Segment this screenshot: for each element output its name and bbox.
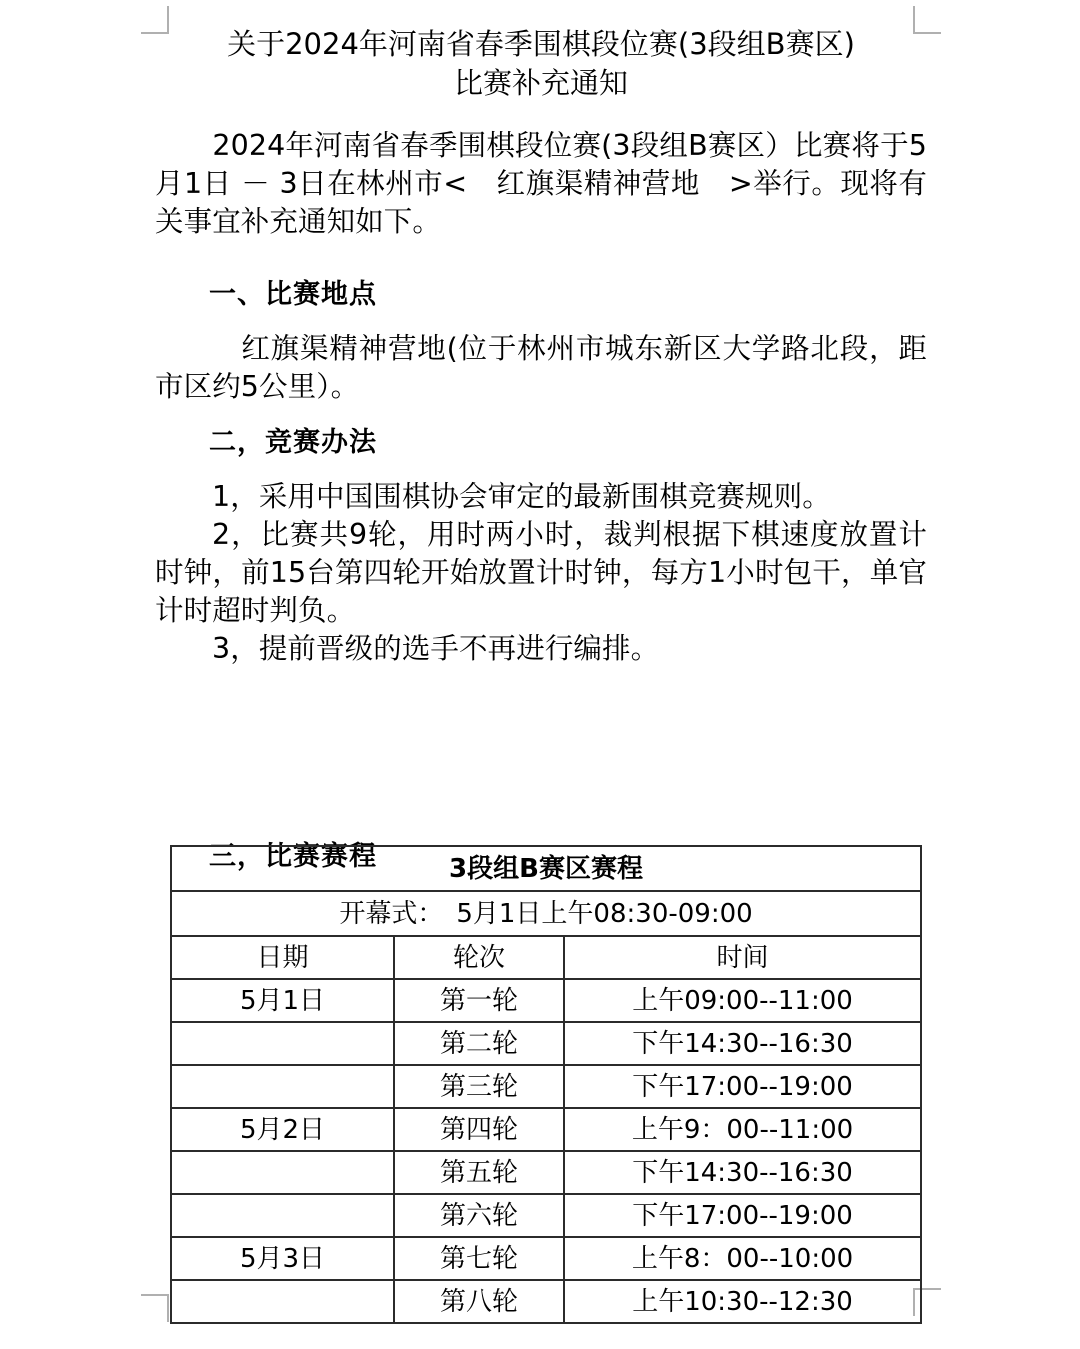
cell-round: 第七轮 bbox=[394, 1237, 564, 1280]
crop-mark-bottom-left bbox=[141, 1294, 169, 1322]
cell-time: 上午8：00--10:00 bbox=[564, 1237, 921, 1280]
spacer bbox=[155, 406, 927, 426]
table-row-opening bbox=[171, 891, 921, 936]
cell-round: 第一轮 bbox=[394, 979, 564, 1022]
table-row bbox=[171, 1280, 921, 1323]
schedule-table-container bbox=[170, 845, 920, 1324]
cell-date: 5月1日 bbox=[171, 979, 394, 1022]
cell-time: 上午09:00--11:00 bbox=[564, 979, 921, 1022]
table-header-row bbox=[171, 936, 921, 979]
spacer bbox=[155, 312, 927, 330]
table-row bbox=[171, 1022, 921, 1065]
cell-round: 第五轮 bbox=[394, 1151, 564, 1194]
section-heading-schedule: 三，比赛赛程 bbox=[209, 841, 377, 872]
table-row bbox=[171, 979, 921, 1022]
cell-round: 第八轮 bbox=[394, 1280, 564, 1323]
table-row bbox=[171, 1151, 921, 1194]
cell-date bbox=[171, 1151, 394, 1194]
table-row bbox=[171, 1194, 921, 1237]
cell-round: 第二轮 bbox=[394, 1022, 564, 1065]
cell-time: 下午14:30--16:30 bbox=[564, 1022, 921, 1065]
section-rules-item-2: 2，比赛共9轮，用时两小时，裁判根据下棋速度放置计时钟，前15台第四轮开始放置计时钟，每方1小时包干，单官计时超时判负。 bbox=[155, 518, 927, 627]
spacer bbox=[155, 668, 927, 840]
cell-time: 上午10:30--12:30 bbox=[564, 1280, 921, 1323]
cell-date bbox=[171, 1280, 394, 1323]
cell-date bbox=[171, 1194, 394, 1237]
cell-time: 上午9：00--11:00 bbox=[564, 1108, 921, 1151]
document-body bbox=[155, 0, 927, 874]
cell-round: 第四轮 bbox=[394, 1108, 564, 1151]
section-rules-item-1: 1，采用中国围棋协会审定的最新围棋竞赛规则。 bbox=[212, 480, 831, 513]
spacer bbox=[155, 460, 927, 478]
section-heading-rules: 二，竞赛办法 bbox=[209, 427, 377, 458]
opening-ceremony-cell: 开幕式： 5月1日上午08:30-09:00 bbox=[171, 891, 921, 936]
cell-time: 下午14:30--16:30 bbox=[564, 1151, 921, 1194]
cell-date: 5月2日 bbox=[171, 1108, 394, 1151]
cell-date bbox=[171, 1022, 394, 1065]
section-venue-text: 红旗渠精神营地(位于林州市城东新区大学路北段，距市区约5公里）。 bbox=[155, 332, 927, 403]
document-title-line-2: 比赛补充通知 bbox=[453, 66, 628, 100]
section-heading-venue: 一、比赛地点 bbox=[209, 279, 377, 310]
schedule-table-title: 3段组B赛区赛程 bbox=[171, 846, 921, 891]
column-header-round: 轮次 bbox=[394, 936, 564, 979]
cell-round: 第六轮 bbox=[394, 1194, 564, 1237]
schedule-table bbox=[170, 845, 922, 1324]
column-header-date: 日期 bbox=[171, 936, 394, 979]
cell-date bbox=[171, 1065, 394, 1108]
cell-time: 下午17:00--19:00 bbox=[564, 1065, 921, 1108]
table-row bbox=[171, 1108, 921, 1151]
spacer bbox=[155, 241, 927, 278]
table-row-title bbox=[171, 846, 921, 891]
document-title bbox=[155, 0, 927, 103]
cell-round: 第三轮 bbox=[394, 1065, 564, 1108]
cell-date: 5月3日 bbox=[171, 1237, 394, 1280]
table-row bbox=[171, 1237, 921, 1280]
document-title-line-1: 关于2024年河南省春季围棋段位赛(3段组B赛区) bbox=[227, 27, 855, 61]
section-rules-item-3: 3，提前晋级的选手不再进行编排。 bbox=[212, 632, 660, 665]
table-row bbox=[171, 1065, 921, 1108]
column-header-time: 时间 bbox=[564, 936, 921, 979]
lead-paragraph: 2024年河南省春季围棋段位赛(3段组B赛区）比赛将于5月1日 － 3日在林州市< 红旗渠精神营地 >举行。现将有关事宜补充通知如下。 bbox=[155, 129, 927, 238]
cell-time: 下午17:00--19:00 bbox=[564, 1194, 921, 1237]
